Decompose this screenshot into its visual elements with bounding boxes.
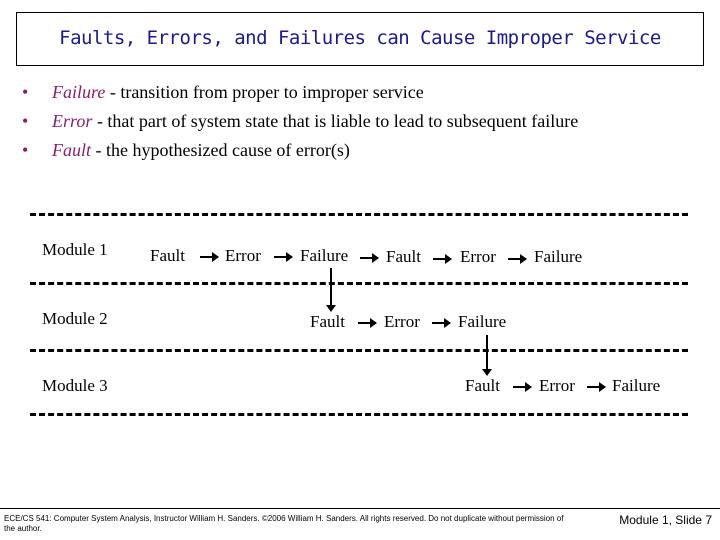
bullet-dot: • [22, 111, 29, 131]
bullet-failure [22, 82, 578, 111]
arrow-right-icon [200, 256, 218, 258]
module-1-failure: Failure [300, 246, 349, 265]
arrow-right-icon [513, 386, 531, 388]
module-1-error-2: Error [460, 247, 496, 266]
slide-number: Module 1, Slide 7 [619, 513, 712, 527]
arrow-right-icon [587, 386, 605, 388]
footer-copyright: ECE/CS 541: Computer System Analysis, Instructor William H. Sanders. ©2006 William H. Sanders. All rights reserved. Do not duplicate without permission of the author. [4, 514, 564, 533]
bullet-dot: • [22, 82, 29, 102]
arrow-right-icon [432, 322, 450, 324]
module-1-fault: Fault [150, 246, 185, 265]
module-1-error: Error [225, 246, 261, 265]
module-3-error: Error [539, 376, 575, 395]
bullet-text: - transition from proper to improper service [105, 82, 424, 102]
arrow-down-icon [486, 335, 488, 375]
bullet-list [22, 82, 578, 169]
bullet-dot: • [22, 140, 29, 160]
footer-divider [0, 508, 720, 509]
arrow-right-icon [360, 257, 378, 259]
bullet-term: Error [52, 111, 93, 131]
module-3-label: Module 3 [42, 376, 108, 395]
module-1-fault-2: Fault [386, 247, 421, 266]
bullet-term: Fault [52, 140, 91, 160]
module-3-fault: Fault [465, 376, 500, 395]
module-1-failure-2: Failure [534, 247, 583, 266]
bullet-error [22, 111, 578, 140]
arrow-right-icon [358, 322, 376, 324]
dashed-separator [30, 282, 688, 285]
arrow-right-icon [508, 258, 526, 260]
arrow-right-icon [274, 256, 292, 258]
bullet-text: - that part of system state that is liable to lead to subsequent failure [92, 111, 579, 131]
bullet-term: Failure [52, 82, 106, 102]
arrow-right-icon [433, 258, 451, 260]
module-2-label: Module 2 [42, 309, 108, 328]
bullet-fault [22, 140, 578, 169]
module-2-fault: Fault [310, 312, 345, 331]
module-1-label: Module 1 [42, 240, 108, 259]
dashed-separator [30, 349, 688, 352]
dashed-separator [30, 413, 688, 416]
title-box [16, 12, 704, 66]
slide-title: Faults, Errors, and Failures can Cause Improper Service [59, 27, 661, 49]
module-2-error: Error [384, 312, 420, 331]
module-3-failure: Failure [612, 376, 661, 395]
module-2-failure: Failure [458, 312, 507, 331]
arrow-down-icon [330, 268, 332, 311]
dashed-separator [30, 213, 688, 216]
bullet-text: - the hypothesized cause of error(s) [91, 140, 350, 160]
